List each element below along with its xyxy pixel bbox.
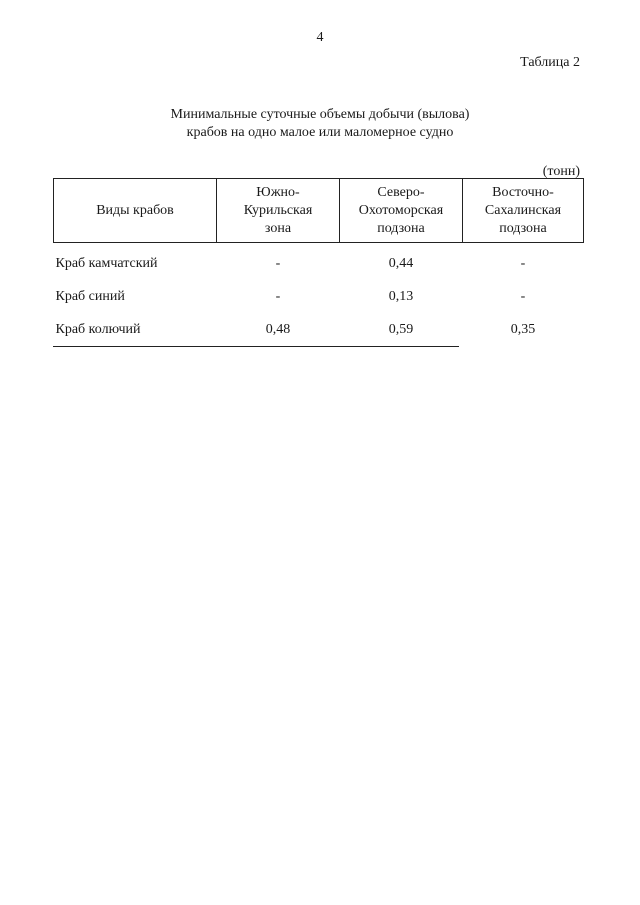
row-value-zone1: -	[275, 255, 281, 271]
title-line-1: Минимальные суточные объемы добычи (вылова)	[170, 107, 470, 122]
header-zone-south-kuril: Южно- Курильская зона	[217, 179, 340, 243]
header-zone-east-sakhalin: Восточно- Сахалинская подзона	[463, 179, 584, 243]
document-title	[0, 106, 640, 142]
table-row	[54, 280, 584, 313]
units-label: (тонн)	[542, 164, 580, 179]
table-row	[54, 313, 584, 346]
page-number: 4	[316, 30, 324, 45]
row-species: Краб синий	[55, 288, 125, 304]
row-species: Краб колючий	[55, 321, 141, 337]
title-line-2: крабов на одно малое или маломерное судно	[186, 125, 454, 140]
header-zone-north-okhotsk: Северо- Охотоморская подзона	[340, 179, 463, 243]
row-value-zone1: -	[275, 288, 281, 304]
row-value-zone1: 0,48	[265, 321, 291, 337]
header-species: Виды крабов	[54, 179, 217, 243]
row-value-zone2: 0,13	[388, 288, 414, 304]
row-value-zone2: 0,44	[388, 255, 414, 271]
table-label: Таблица 2	[520, 55, 580, 70]
row-value-zone3: -	[520, 288, 526, 304]
table-header-row	[54, 179, 584, 243]
table-row	[54, 243, 584, 281]
row-value-zone3: 0,35	[510, 321, 536, 337]
table-bottom-rule	[53, 346, 459, 347]
row-species: Краб камчатский	[55, 255, 158, 271]
row-value-zone2: 0,59	[388, 321, 414, 337]
row-value-zone3: -	[520, 255, 526, 271]
quota-table	[53, 178, 584, 346]
